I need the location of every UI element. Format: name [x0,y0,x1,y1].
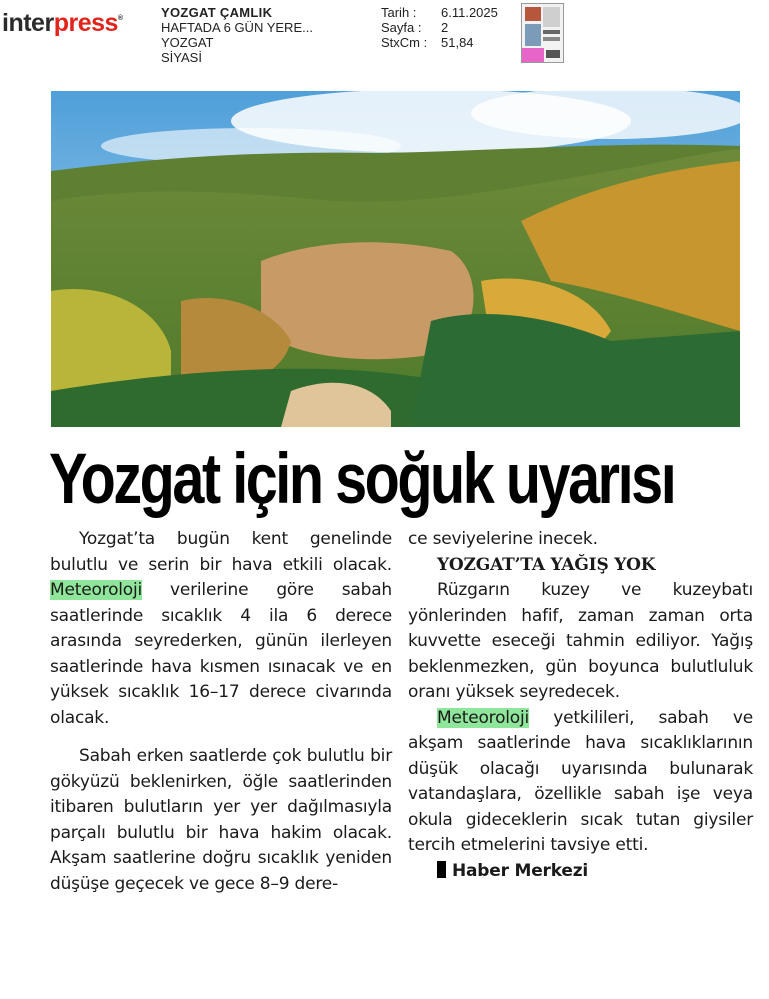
city-label: YOZGAT [161,35,214,50]
meteoroloji-highlight-2: Meteoroloji [437,707,530,728]
meteoroloji-highlight: Meteoroloji [50,580,143,600]
interpress-logo [2,6,123,40]
section-label: SİYASİ [161,50,202,65]
forest-photo [51,91,740,427]
page-value: 2 [441,20,449,35]
article-column-2 [408,527,753,884]
registered-mark: ® [117,15,123,22]
stxcm-value: 51,84 [441,35,474,50]
paragraph-1-text-a: Yozgat’ta bugün kent genelinde bulutlu ve serin bir hava etkili olacak. [50,529,392,575]
page-label: Sayfa : [381,20,422,35]
date-value: 6.11.2025 [441,5,498,20]
paragraph-2: Sabah erken saatlerde çok bulutlu bir gökyüzü beklenirken, öğle saatlerinden itibaren bulutların yer yer dağılmasıyla parçalı bulutlu bir hava hakim olacak. Akşam saatlerine doğru sıcaklık yeniden düşüşe geçecek ve gece 8–9 dere- [50,746,392,894]
logo-text-inter: inter [2,9,54,37]
headline: Yozgat için soğuk uyarısı [49,440,675,519]
publication-name: YOZGAT ÇAMLIK [161,5,273,20]
paragraph-3: Rüzgarın kuzey ve kuzeybatı yönlerinden hafif, zaman zaman orta kuvvette eseceği tahmin ediliyor. Yağış beklenmezken, gün boyunca bulutluluk oranı yüksek seyredecek. [408,580,753,702]
byline-text: Haber Merkezi [452,860,589,881]
subheading: YOZGAT’TA YAĞIŞ YOK [437,554,656,575]
clip-meta-right [381,5,498,50]
page-row [381,20,498,35]
paragraph-1 [50,527,392,731]
stxcm-row [381,35,498,50]
paragraph-1-text-b: verilerine göre sabah saatlerinde sıcaklık 4 ila 6 derece arasında seyrederken, günün ilerleyen saatlerinde hava kısmen ısınacak ve en yüksek sıcaklık 16–17 derece civarında olacak. [50,580,392,728]
paragraph-4 [408,706,753,859]
stxcm-label: StxCm : [381,35,428,50]
article-short-title: HAFTADA 6 GÜN YERE... [161,20,313,35]
article-column-1 [50,527,392,897]
byline-bar-icon [437,861,446,878]
date-label: Tarih : [381,5,417,20]
logo-text-press: press [53,9,118,37]
page-thumbnail[interactable] [521,3,564,63]
clip-meta-left [161,5,313,65]
byline [408,859,753,885]
date-row [381,5,498,20]
paragraph-2-continued: ce seviyelerine inecek. [408,529,598,549]
paragraph-4-text: yetkilileri, sabah ve akşam saatlerinde hava sıcaklıklarının düşük olacağı uyarısında bulunarak vatandaşlara, özellikle sabah işe veya okula gideceklerin sıcak tutan giysiler tercih etmelerini tavsiye etti. [408,707,753,855]
